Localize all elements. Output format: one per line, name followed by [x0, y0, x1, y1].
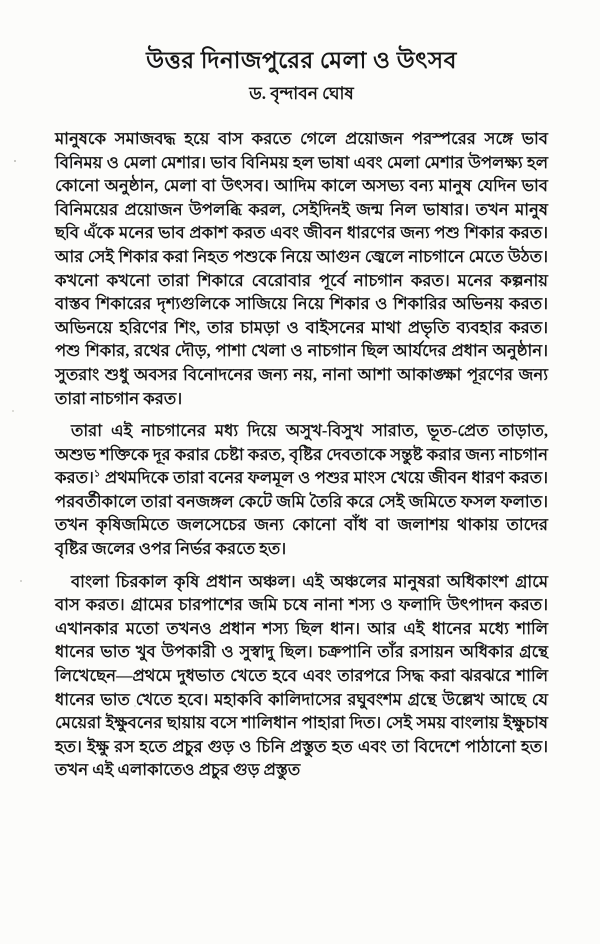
paragraph-2-text: তারা এই নাচগানের মধ্য দিয়ে অসুখ-বিসুখ সারাত, ভূত-প্রেত তাড়াত, অশুভ শক্তিকে দূর করার চেষ্টা করত, বৃষ্টির দেবতাকে সন্তুষ্ট করার জন্য নাচগান করত। [55, 421, 548, 488]
page-title: উত্তর দিনাজপুরের মেলা ও উৎসব [146, 48, 457, 73]
article-author: ড. বৃন্দাবন ঘোষ [249, 83, 354, 103]
body-paragraph-2 [55, 419, 548, 561]
article-body [55, 127, 548, 782]
paragraph-2-continued: প্রথমদিকে তারা বনের ফলমূল ও পশুর মাংস খেয়ে জীবন ধারণ করত। পরবর্তীকালে তারা বনজঙ্গল কেটে জমি তৈরি করে সেই জমিতে ফসল ফলাত। তখন কৃষিজমিতে জলসেচের জন্য কোনো বাঁধ বা জলাশয় থাকায় তাদের বৃষ্টির জলের ওপর নির্ভর করতে হত। [55, 468, 548, 559]
body-paragraph-3: বাংলা চিরকাল কৃষি প্রধান অঞ্চল। এই অঞ্চলের মানুষরা অধিকাংশ গ্রামে বাস করত। গ্রামের চারপাশের জমি চষে নানা শস্য ও ফলাদি উৎপাদন করত। এখানকার মতো তখনও প্রধান শস্য ছিল ধান। আর এই ধানের মধ্যে শালি ধানের ভাত খুব উপকারী ও সুস্বাদু ছিল। চক্রপানি তাঁর রসায়ন অধিকার গ্রন্থে লিখেছেন—প্রথমে দুধভাত খেতে হবে এবং তারপরে সিদ্ধ করা ঝরঝরে শালি ধানের ভাত খেতে হবে। মহাকবি কালিদাসের রঘুবংশম গ্রন্থে উল্লেখ আছে যে মেয়েরা ইক্ষুবনের ছায়ায় বসে শালিধান পাহারা দিত। সেই সময় বাংলায় ইক্ষুচাষ হত। ইক্ষু রস হতে প্রচুর গুড় ও চিনি প্রস্তুত হত এবং তা বিদেশে পাঠানো হত। তখন এই এলাকাতেও প্রচুর গুড় প্রস্তুত [55, 571, 548, 780]
footnote-reference: ১ [93, 468, 101, 480]
body-paragraph-1: মানুষকে সমাজবদ্ধ হয়ে বাস করতে গেলে প্রয়োজন পরস্পরের সঙ্গে ভাব বিনিময় ও মেলা মেশার। ভাব বিনিময় হল ভাষা এবং মেলা মেশার উপলক্ষ্য হল কোনো অনুষ্ঠান, মেলা বা উৎসব। আদিম কালে অসভ্য বন্য মানুষ যেদিন ভাব বিনিময়ের প্রয়োজন উপলব্ধি করল, সেইদিনই জন্ম নিল ভাষার। তখন মানুষ ছবি এঁকে মনের ভাব প্রকাশ করত এবং জীবন ধারণের জন্য পশু শিকার করত। আর সেই শিকার করা নিহত পশুকে নিয়ে আগুন জ্বেলে নাচগানে মেতে উঠত। কখনো কখনো তারা শিকারে বেরোবার পূর্বে নাচগান করত। মনের কল্পনায় বাস্তব শিকারের দৃশ্যগুলিকে সাজিয়ে নিয়ে শিকার ও শিকারির অভিনয় করত। অভিনয়ে হরিণের শিং, তার চামড়া ও বাইসনের মাথা প্রভৃতি ব্যবহার করত। পশু শিকার, রথের দৌড়, পাশা খেলা ও নাচগান ছিল আর্যদের প্রধান অনুষ্ঠান। সুতরাং শুধু অবসর বিনোদনের জন্য নয়, নানা আশা আকাঙ্ক্ষা পূরণের জন্য তারা নাচগান করত। [55, 128, 548, 408]
